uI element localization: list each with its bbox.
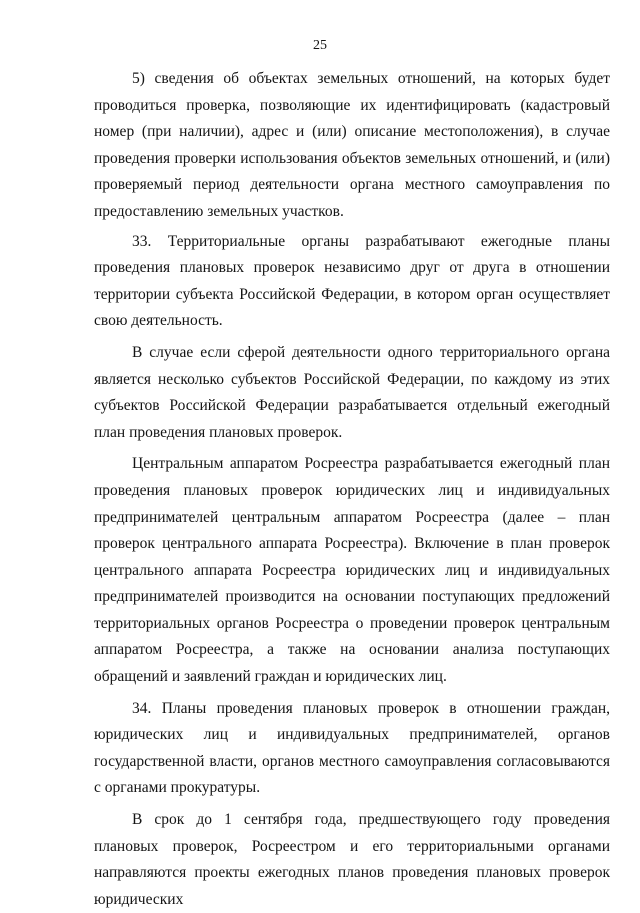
paragraph-several-subjects: В случае если сферой деятельности одного территориального органа является несколько субъектов Российской Федерации, по каждому из этих субъектов Российской Федерации разрабатывается отдельный ежегодный план проведения плановых проверок.: [94, 343, 610, 441]
paragraph-deadline: В срок до 1 сентября года, предшествующего году проведения плановых проверок, Росреестром и его территориальными органами направляются проекты ежегодных планов проведения плановых проверок юридических: [94, 811, 610, 908]
paragraph-central-apparatus: Центральным аппаратом Росреестра разрабатывается ежегодный план проведения плановых проверок юридических лиц и индивидуальных предпринимателей центральным аппаратом Росреестра (далее – план проверок центрального аппарата Росреестра). Включение в план проверок центрального аппарата Росреестра юридических лиц и индивидуальных предпринимателей производится на основании поступающих предложений территориальных органов Росреестра о проведении проверок центральным аппаратом Росреестра, а также на основании анализа поступающих обращений и заявлений граждан и юридических лиц.: [94, 455, 610, 686]
paragraph-clause-34: 34. Планы проведения плановых проверок в отношении граждан, юридических лиц и индивидуальных предпринимателей, органов государственной власти, органов местного самоуправления согласовываются с органами прокуратуры.: [94, 699, 610, 797]
paragraph-clause-33: 33. Территориальные органы разрабатывают ежегодные планы проведения плановых проверок независимо друг от друга в отношении территории субъекта Российской Федерации, в котором орган осуществляет свою деятельность.: [94, 232, 610, 330]
paragraph-item-5: 5) сведения об объектах земельных отношений, на которых будет проводиться проверка, позволяющие их идентифицировать (кадастровый номер (при наличии), адрес и (или) описание местоположения), в случае проведения проверки использования объектов земельных отношений, и (или) проверяемый период деятельности органа местного самоуправления по предоставлению земельных участков.: [94, 70, 610, 220]
page-number: 25: [313, 38, 327, 53]
document-body: [94, 66, 610, 913]
